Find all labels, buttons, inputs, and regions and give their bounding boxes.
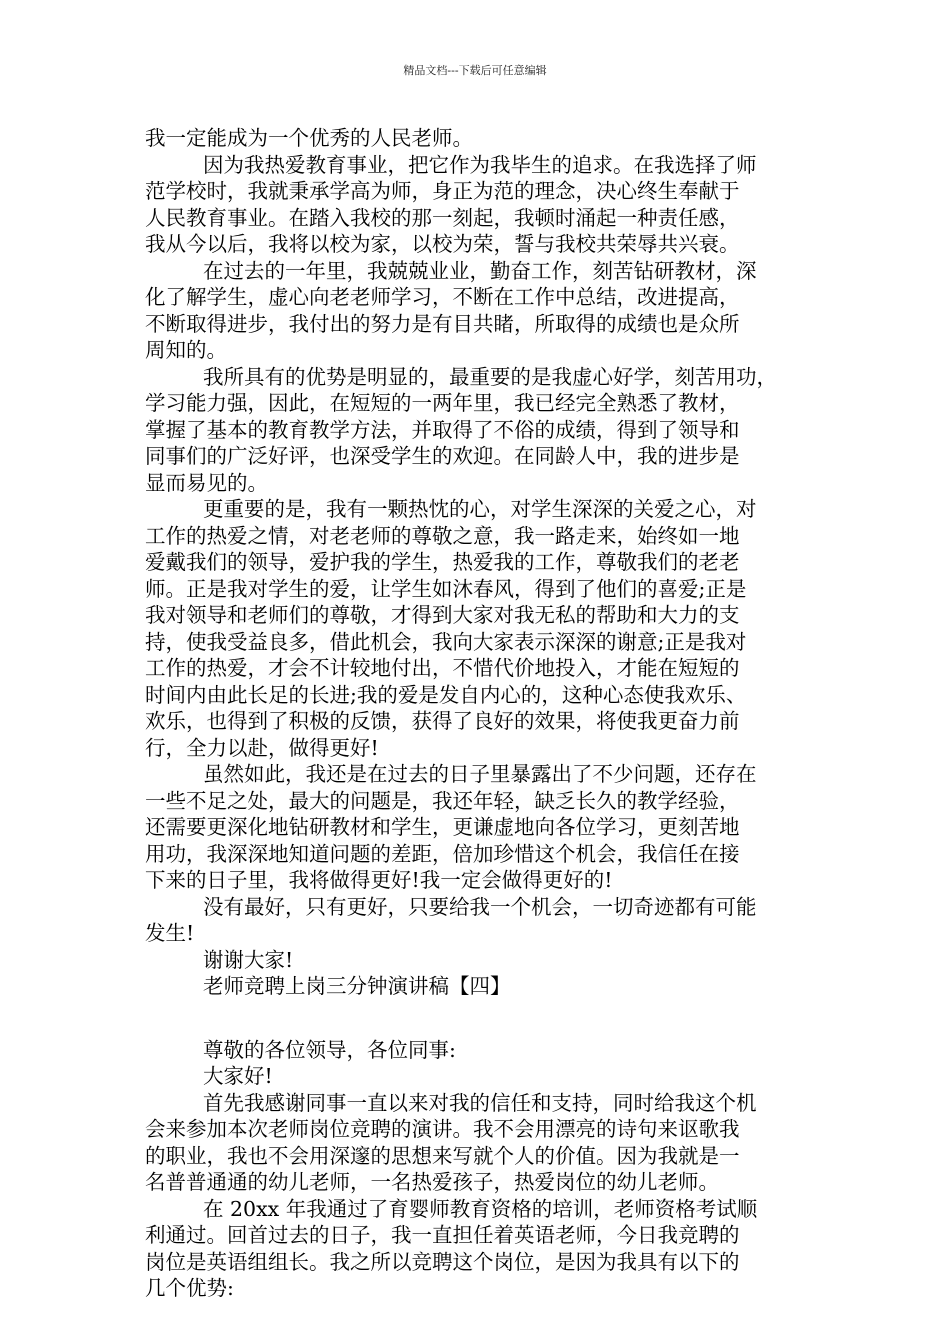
paragraph-line: 首先我感谢同事一直以来对我的信任和支持，同时给我这个机 [203,1090,757,1115]
paragraph-line: 在 20xx 年我通过了育婴师教育资格的培训，老师资格考试顺 [203,1196,758,1221]
paragraph-line: 发生! [145,921,195,945]
paragraph-line: 谢谢大家! [203,947,294,972]
paragraph-line: 我从今以后，我将以校为家，以校为荣，誓与我校共荣辱共兴衰。 [145,232,740,256]
paragraph-line: 没有最好，只有更好，只要给我一个机会，一切奇迹都有可能 [203,894,757,919]
paragraph-line: 老师竞聘上岗三分钟演讲稿【四】 [203,974,511,998]
paragraph-line: 我一定能成为一个优秀的人民老师。 [145,126,473,150]
page-header: 精品文档---下载后可任意编辑 [403,64,547,77]
paragraph-line: 用功，我深深地知道问题的差距，倍加珍惜这个机会，我信任在接 [145,841,740,866]
paragraph-line: 一些不足之处，最大的问题是，我还年轻，缺乏长久的教学经验， [145,788,740,813]
paragraph-line: 更重要的是，我有一颗热忱的心，对学生深深的关爱之心，对 [203,497,757,521]
paragraph-line: 因为我热爱教育事业，把它作为我毕生的追求。在我选择了师 [203,152,757,177]
paragraph-line: 行，全力以赴，做得更好! [145,735,379,760]
paragraph-line: 还需要更深化地钻研教材和学生，更谦虚地向各位学习，更刻苦地 [145,815,740,839]
paragraph-line: 化了解学生，虚心向老老师学习，不断在工作中总结，改进提高， [145,285,740,309]
paragraph-line: 岗位是英语组组长。我之所以竞聘这个岗位，是因为我具有以下的 [145,1249,740,1274]
paragraph-line: 工作的热爱，才会不计较地付出，不惜代价地投入，才能在短短的 [145,656,740,680]
speech-section-four [145,1037,805,1302]
paragraph-line: 我对领导和老师们的尊敬，才得到大家对我无私的帮助和大力的支 [145,603,740,627]
paragraph-line: 周知的。 [145,338,227,362]
paragraph-line: 显而易见的。 [145,470,268,495]
section-gap [145,1000,805,1037]
paragraph-line: 下来的日子里，我将做得更好!我一定会做得更好的! [145,868,613,892]
paragraph-line: 师。正是我对学生的爱，让学生如沐春风，得到了他们的喜爱;正是 [145,576,747,601]
paragraph-line: 范学校时，我就秉承学高为师，身正为范的理念，决心终生奉献于 [145,179,740,203]
paragraph-line: 几个优势: [145,1276,234,1300]
paragraph-line: 持，使我受益良多，借此机会，我向大家表示深深的谢意;正是我对 [145,629,747,654]
document-body [145,125,805,1302]
paragraph-line: 会来参加本次老师岗位竞聘的演讲。我不会用漂亮的诗句来讴歌我 [145,1117,740,1141]
paragraph-line: 学习能力强，因此，在短短的一两年里，我已经完全熟悉了教材， [145,391,740,415]
paragraph-line: 名普普通通的幼儿老师，一名热爱孩子，热爱岗位的幼儿老师。 [145,1170,719,1194]
paragraph-line: 尊敬的各位领导，各位同事: [203,1037,456,1062]
paragraph-line: 的职业，我也不会用深邃的思想来写就个人的价值。因为我就是一 [145,1143,740,1168]
paragraph-line: 在过去的一年里，我兢兢业业，勤奋工作，刻苦钻研教材，深 [203,258,757,283]
paragraph-line: 工作的热爱之情，对老老师的尊敬之意，我一路走来，始终如一地 [145,523,740,548]
paragraph-line: 虽然如此，我还是在过去的日子里暴露出了不少问题，还存在 [203,762,757,786]
paragraph-line: 大家好! [203,1064,273,1088]
paragraph-line: 不断取得进步，我付出的努力是有目共睹，所取得的成绩也是众所 [145,311,740,336]
paragraph-line: 欢乐，也得到了积极的反馈，获得了良好的效果，将使我更奋力前 [145,709,740,733]
paragraph-line: 同事们的广泛好评，也深受学生的欢迎。在同龄人中，我的进步是 [145,444,740,468]
paragraph-line: 时间内由此长足的长进;我的爱是发自内心的，这种心态使我欢乐、 [145,682,747,707]
paragraph-line: 爱戴我们的领导，爱护我的学生，热爱我的工作，尊敬我们的老老 [145,550,740,574]
paragraph-line: 人民教育事业。在踏入我校的那一刻起，我顿时涌起一种责任感， [145,205,740,230]
paragraph-line: 我所具有的优势是明显的，最重要的是我虚心好学，刻苦用功， [203,364,777,389]
speech-section-three [145,125,805,1000]
paragraph-line: 掌握了基本的教育教学方法，并取得了不俗的成绩，得到了领导和 [145,417,740,442]
paragraph-line: 利通过。回首过去的日子，我一直担任着英语老师，今日我竞聘的 [145,1223,740,1247]
